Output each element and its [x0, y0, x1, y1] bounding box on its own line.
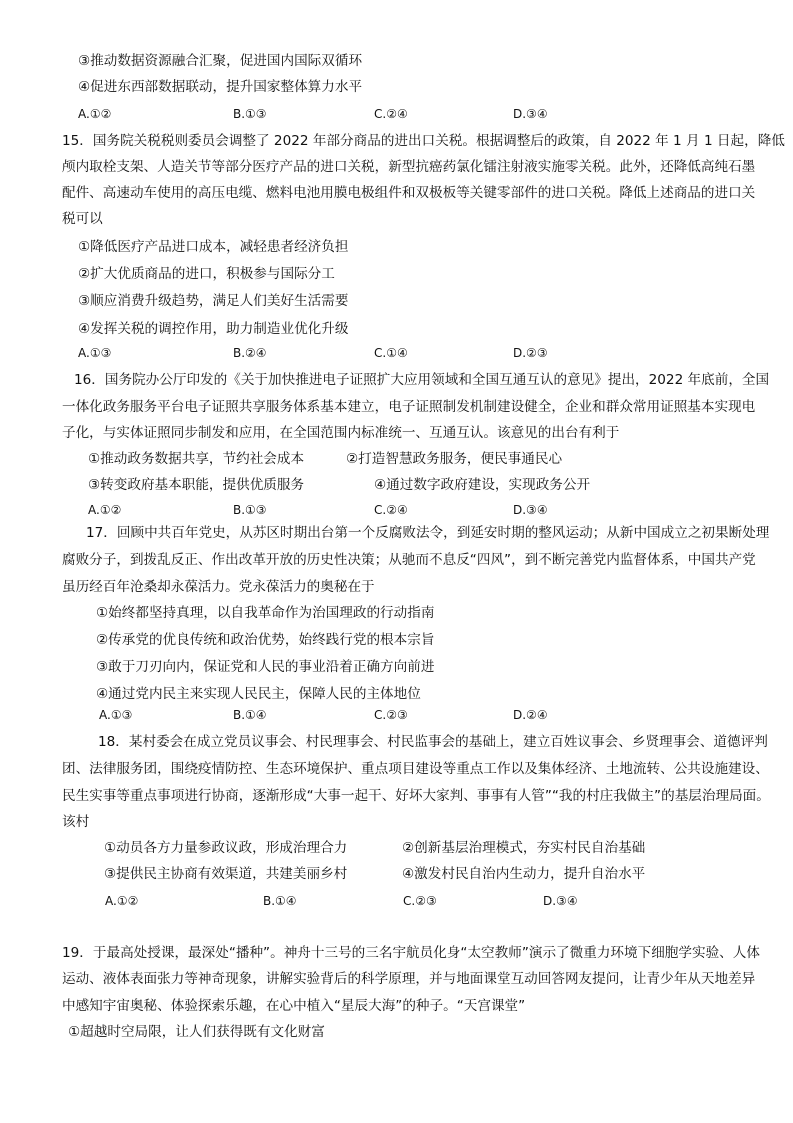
q15-item-1: ①降低医疗产品进口成本，减轻患者经济负担 — [78, 239, 349, 255]
q14-item-3: ③推动数据资源融合汇聚，促进国内国际双循环 — [78, 53, 363, 69]
q14-option-b: B.①③ — [233, 107, 267, 121]
q15-option-b: B.②④ — [233, 346, 267, 360]
q17-item-2: ②传承党的优良传统和政治优势，始终践行党的根本宗旨 — [96, 632, 435, 648]
q17-item-3: ③敢于刀刃向内，保证党和人民的事业沿着正确方向前进 — [96, 659, 435, 675]
q17-option-b: B.①④ — [233, 708, 267, 722]
q16-stem-line: 16．国务院办公厅印发的《关于加快推进电子证照扩大应用领域和全国互通互认的意见》提出，2022 年底前，全国 — [74, 372, 770, 388]
q15-stem-line: 税可以 — [62, 211, 103, 227]
q16-item-3: ③转变政府基本职能，提供优质服务 — [88, 477, 305, 493]
q19-stem-line: 运动、液体表面张力等神奇现象，讲解实验背后的科学原理，并与地面课堂互动回答网友提问，让青少年从天地差异 — [62, 971, 756, 987]
q18-item-2: ②创新基层治理模式，夯实村民自治基础 — [402, 840, 646, 856]
q16-option-a: A.①② — [88, 503, 122, 517]
q15-item-2: ②扩大优质商品的进口，积极参与国际分工 — [78, 266, 335, 282]
q16-item-2: ②打造智慧政务服务，便民事通民心 — [346, 451, 563, 467]
q18-item-4: ④激发村民自治内生动力，提升自治水平 — [402, 866, 646, 882]
q18-option-a: A.①② — [105, 894, 139, 908]
q14-option-d: D.③④ — [513, 107, 548, 121]
q18-stem-line: 该村 — [62, 814, 90, 830]
q15-stem-line: 颅内取栓支架、人造关节等部分医疗产品的进口关税，新型抗癌药氯化镭注射液实施零关税。此外，还降低高纯石墨 — [62, 159, 756, 175]
q18-option-d: D.③④ — [543, 894, 578, 908]
q19-item-1: ①超越时空局限，让人们获得既有文化财富 — [68, 1024, 325, 1040]
q15-item-3: ③顺应消费升级趋势，满足人们美好生活需要 — [78, 293, 349, 309]
q15-option-c: C.①④ — [374, 346, 408, 360]
q14-item-4: ④促进东西部数据联动，提升国家整体算力水平 — [78, 79, 363, 95]
q18-stem-line: 民生实事等重点事项进行协商，逐渐形成“大事一起干、好坏大家判、事事有人管”“我的村庄我做主”的基层治理局面。 — [62, 788, 770, 804]
q14-option-c: C.②④ — [374, 107, 408, 121]
q15-option-a: A.①③ — [78, 346, 112, 360]
q14-option-a: A.①② — [78, 107, 112, 121]
q19-stem-line: 中感知宇宙奥秘、体验探索乐趣，在心中植入“星辰大海”的种子。“天宫课堂” — [62, 998, 526, 1014]
q16-stem-line: 子化，与实体证照同步制发和应用，在全国范围内标准统一、互通互认。该意见的出台有利于 — [62, 425, 620, 441]
q15-stem-line: 配件、高速动车使用的高压电缆、燃料电池用膜电极组件和双极板等关键零部件的进口关税。降低上述商品的进口关 — [62, 185, 756, 201]
q17-stem-line: 腐败分子，到拨乱反正、作出改革开放的历史性决策；从驰而不息反“四风”，到不断完善党内监督体系，中国共产党 — [62, 552, 756, 568]
q18-option-c: C.②③ — [403, 894, 437, 908]
q17-item-1: ①始终都坚持真理，以自我革命作为治国理政的行动指南 — [96, 605, 435, 621]
q16-item-1: ①推动政务数据共享，节约社会成本 — [88, 451, 305, 467]
q19-stem-line: 19．于最高处授课，最深处“播种”。神舟十三号的三名宇航员化身“太空教师”演示了微重力环境下细胞学实验、人体 — [62, 945, 760, 961]
q18-stem-line: 18．某村委会在成立党员议事会、村民理事会、村民监事会的基础上，建立百姓议事会、乡贤理事会、道德评判 — [98, 734, 768, 750]
q16-option-c: C.②④ — [374, 503, 408, 517]
q17-option-c: C.②③ — [374, 708, 408, 722]
q18-stem-line: 团、法律服务团，围绕疫情防控、生态环境保护、重点项目建设等重点工作以及集体经济、土地流转、公共设施建设、 — [62, 761, 769, 777]
q18-option-b: B.①④ — [263, 894, 297, 908]
q16-option-b: B.①③ — [233, 503, 267, 517]
q17-stem-line: 17．回顾中共百年党史，从苏区时期出台第一个反腐败法令，到延安时期的整风运动；从新中国成立之初果断处理 — [86, 525, 770, 541]
q15-item-4: ④发挥关税的调控作用，助力制造业优化升级 — [78, 321, 349, 337]
q16-option-d: D.③④ — [513, 503, 548, 517]
q18-item-3: ③提供民主协商有效渠道，共建美丽乡村 — [104, 866, 348, 882]
q18-item-1: ①动员各方力量参政议政，形成治理合力 — [104, 840, 348, 856]
q15-option-d: D.②③ — [513, 346, 548, 360]
q15-stem-line: 15．国务院关税税则委员会调整了 2022 年部分商品的进出口关税。根据调整后的政策，自 2022 年 1 月 1 日起，降低 — [62, 133, 785, 149]
q17-option-a: A.①③ — [99, 708, 133, 722]
q17-option-d: D.②④ — [513, 708, 548, 722]
q17-stem-line: 虽历经百年沧桑却永葆活力。党永葆活力的奥秘在于 — [62, 579, 375, 595]
q16-item-4: ④通过数字政府建设，实现政务公开 — [374, 477, 591, 493]
q16-stem-line: 一体化政务服务平台电子证照共享服务体系基本建立，电子证照制发机制建设健全，企业和群众常用证照基本实现电 — [62, 399, 756, 415]
q17-item-4: ④通过党内民主来实现人民民主，保障人民的主体地位 — [96, 686, 421, 702]
